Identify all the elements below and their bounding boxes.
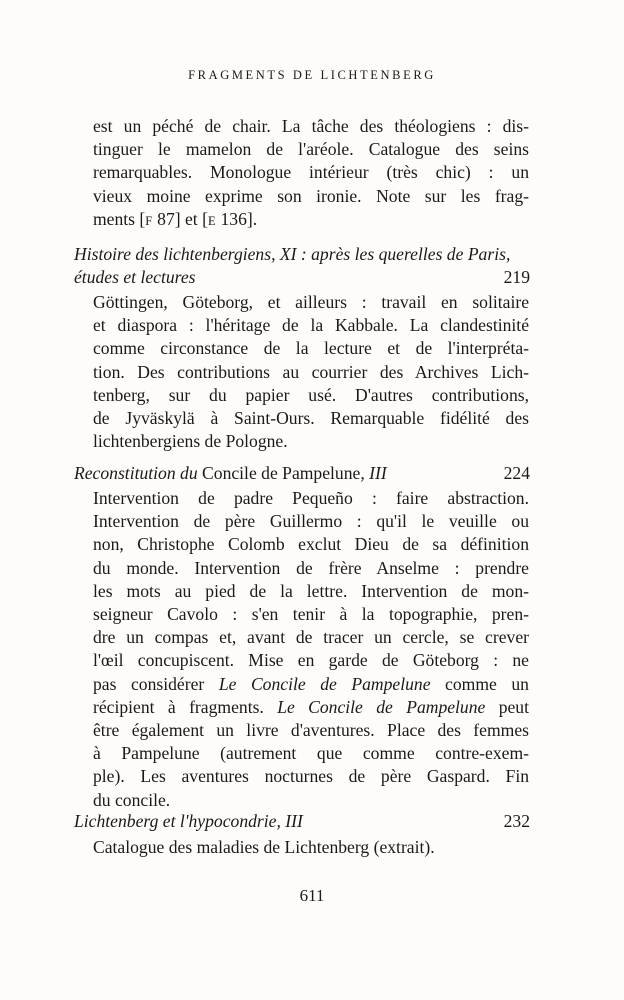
text-line: les mots au pied de la lettre. Intervention de mon- (93, 580, 529, 601)
text-line: seigneur Cavolo : s'en tenir à la topographie, pren- (93, 604, 529, 625)
running-head: FRAGMENTS DE LICHTENBERG (188, 68, 436, 82)
text-line: tinguer le mamelon de l'aréole. Catalogue des seins (93, 139, 529, 160)
intro-paragraph (93, 115, 529, 233)
text-line-refs: ments [F 87] et [E 136]. (93, 208, 258, 229)
text-line: Catalogue des maladies de Lichtenberg (extrait). (93, 837, 435, 857)
text-line: à Pampelune (autrement que comme contre-exem- (93, 743, 529, 764)
text-line: tion. Des contributions au courrier des Archives Lich- (93, 361, 529, 382)
page-number: 224 (503, 463, 530, 483)
text-line: Intervention de padre Pequeño : faire abstraction. (93, 488, 529, 508)
entry-title-line: Lichtenberg et l'hypocondrie, III 232 (74, 810, 530, 833)
text-line: de Jyväskylä à Saint-Ours. Remarquable fidélité des (93, 408, 529, 429)
text-line: récipient à fragments. Le Concile de Pampelune peut (93, 696, 529, 717)
text-line: remarquables. Monologue intérieur (très chic) : un (93, 162, 529, 183)
text-line: pas considérer Le Concile de Pampelune comme un (93, 673, 529, 694)
text-line: vieux moine exprime son ironie. Note sur les frag- (93, 185, 529, 206)
entry-title-line: Reconstitution du Concile de Pampelune, III 224 (74, 462, 530, 485)
text-line: Intervention de père Guillermo : qu'il le veuille ou (93, 511, 529, 532)
entry-body-histoire (93, 291, 529, 453)
page-folio: 611 (299, 886, 325, 905)
entry-title-histoire (74, 243, 530, 289)
page-number: 232 (503, 811, 530, 831)
page-number: 219 (503, 267, 530, 288)
text-line: est un péché de chair. La tâche des théologiens : dis- (93, 116, 529, 136)
entry-body-reconstitution (93, 487, 529, 812)
entry-title-line: Histoire des lichtenbergiens, XI : après les querelles de Paris, (74, 244, 511, 264)
text-line: Göttingen, Göteborg, et ailleurs : travail en solitaire (93, 292, 529, 312)
text-line: ple). Les aventures nocturnes de père Gaspard. Fin (93, 766, 529, 787)
text-line: comme circonstance de la lecture et de l'interpréta- (93, 338, 529, 359)
entry-title-hypocondrie (74, 810, 530, 833)
entry-title-reconstitution (74, 462, 530, 485)
text-line: être également un livre d'aventures. Place des femmes (93, 720, 529, 741)
text-line: du monde. Intervention de frère Anselme : prendre (93, 557, 529, 578)
entry-title-line: études et lectures 219 (74, 266, 530, 289)
text-line: l'œil concupiscent. Mise en garde de Göteborg : ne (93, 650, 529, 671)
text-line: et diaspora : l'héritage de la Kabbale. La clandestinité (93, 315, 529, 336)
entry-body-hypocondrie (93, 836, 529, 859)
text-line: lichtenbergiens de Pologne. (93, 431, 288, 452)
text-line: tenberg, sur du papier usé. D'autres contributions, (93, 384, 529, 405)
text-line: du concile. (93, 789, 171, 810)
text-line: non, Christophe Colomb exclut Dieu de sa définition (93, 534, 529, 555)
text-line: dre un compas et, avant de tracer un cercle, se crever (93, 627, 529, 648)
